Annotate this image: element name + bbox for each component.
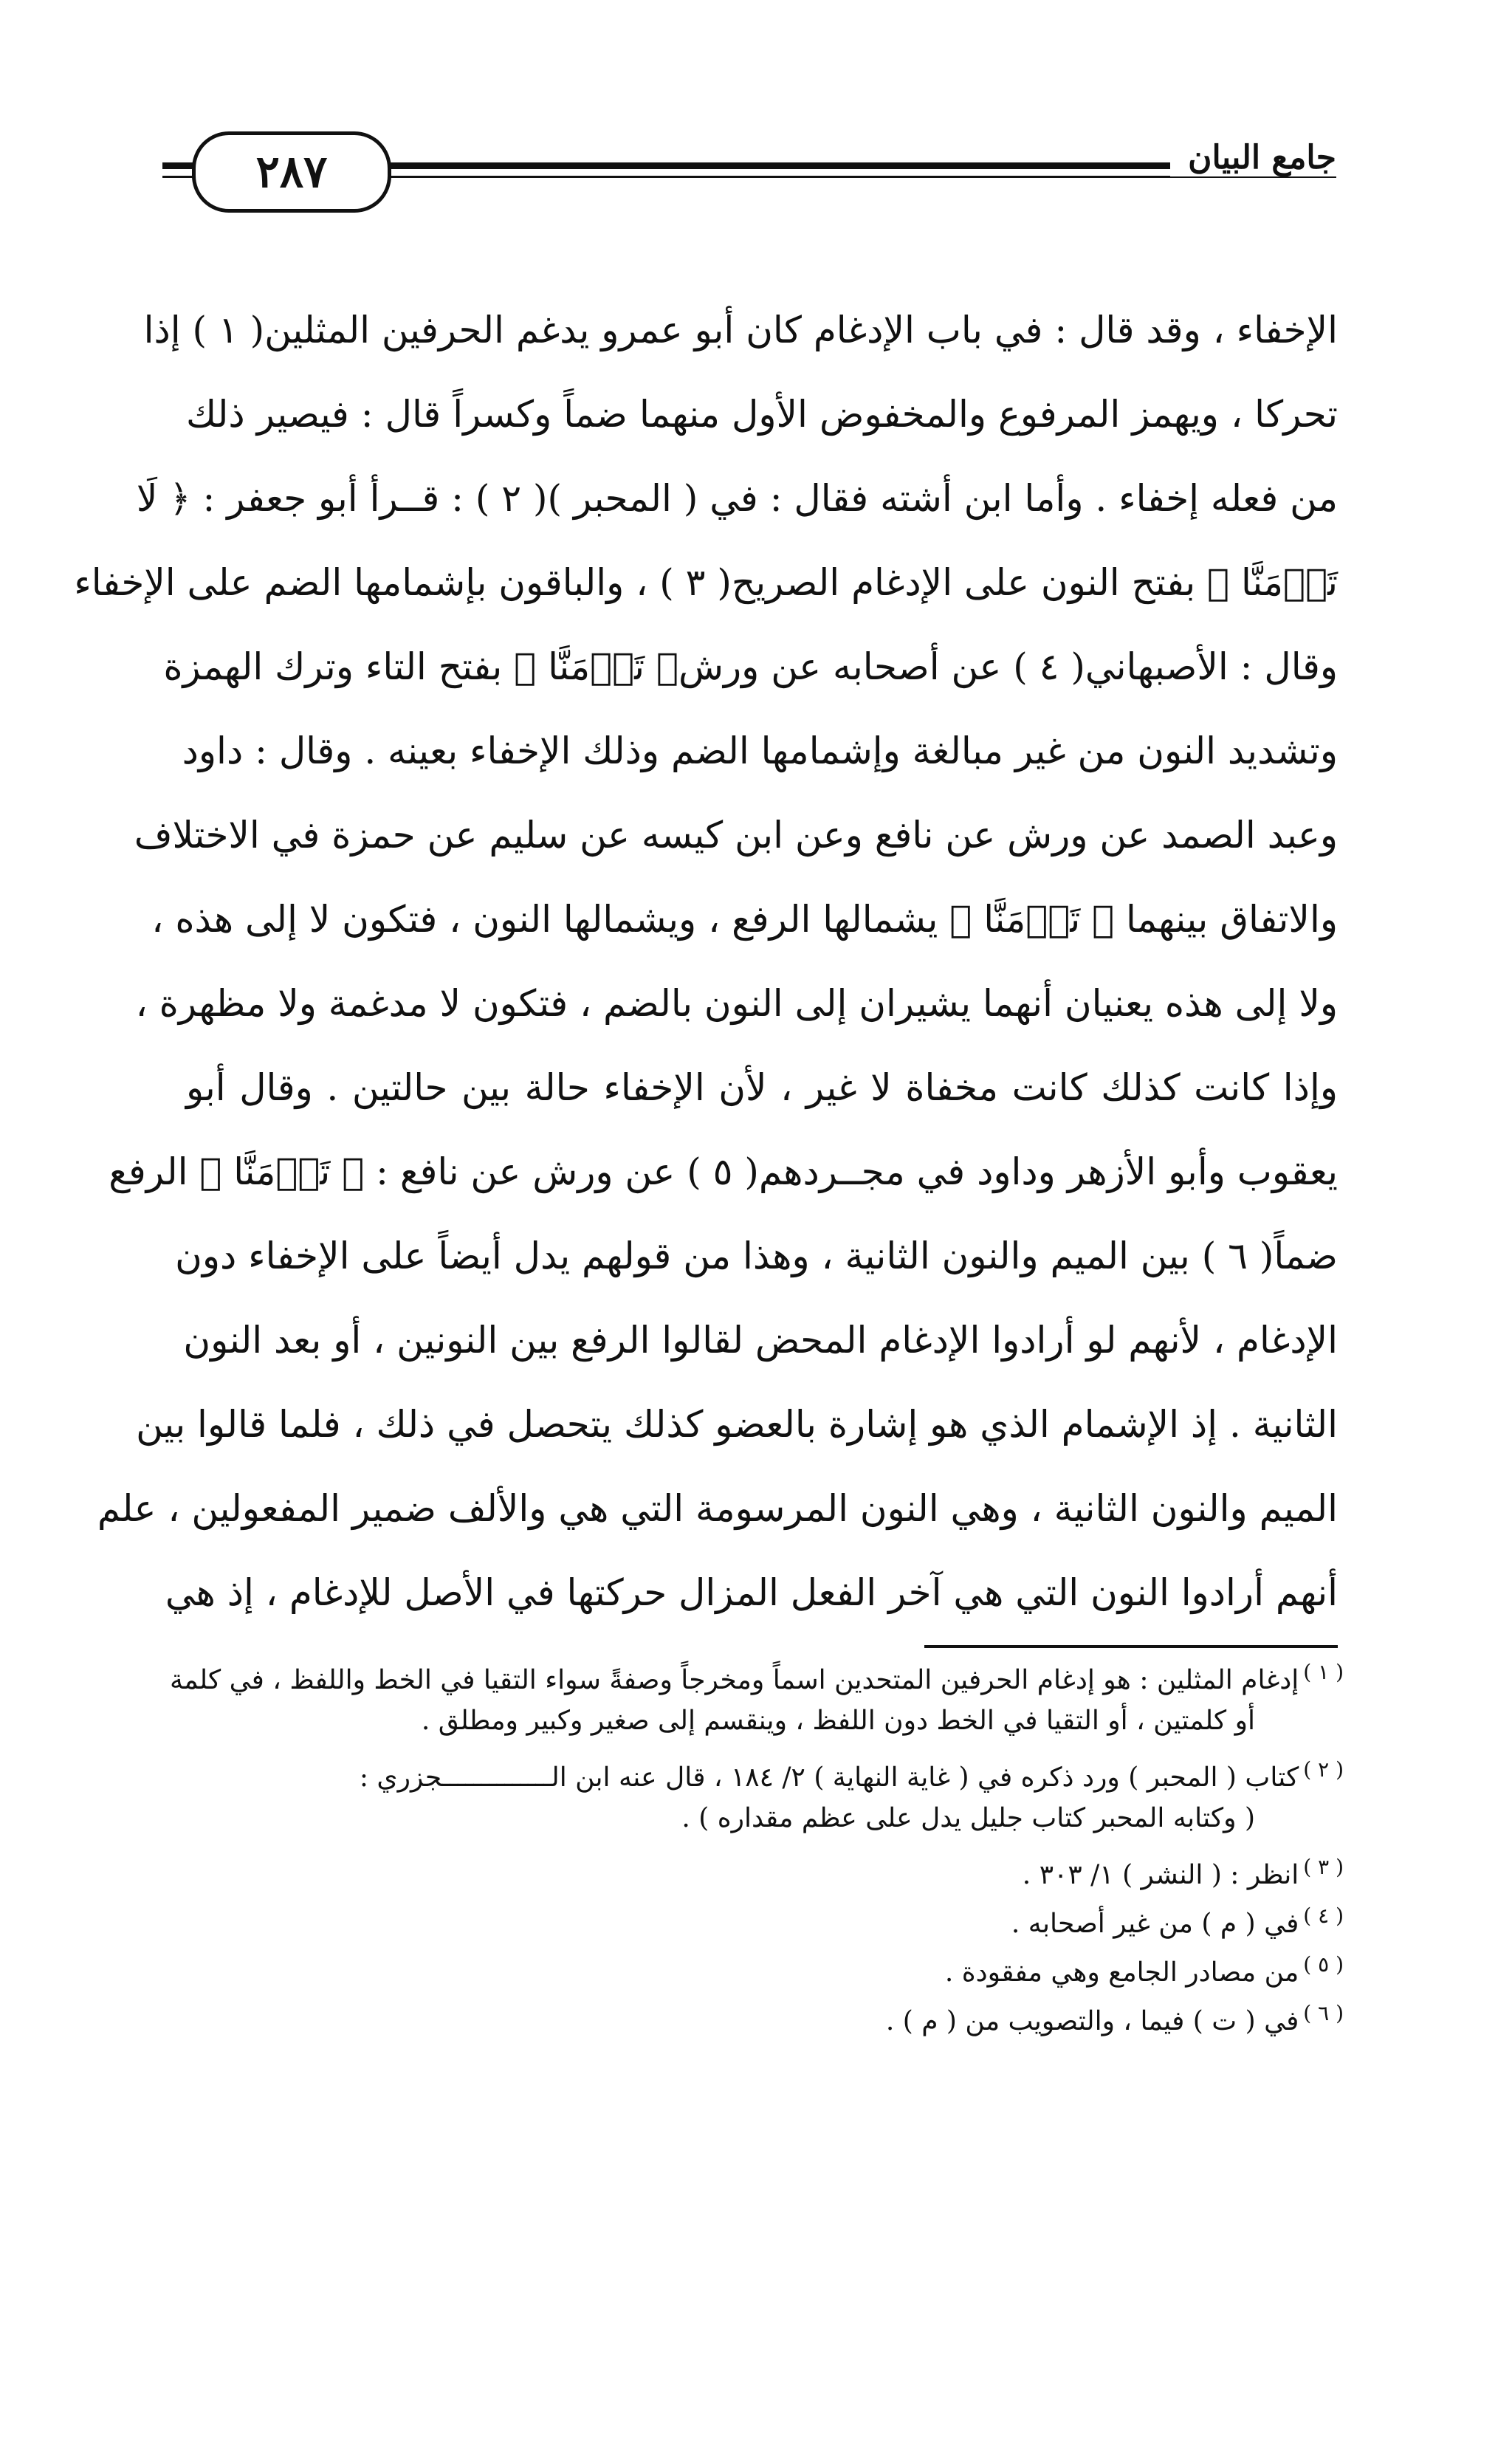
- body-text: [74, 288, 1338, 1635]
- footnote-number: ( ٣ ): [1303, 1855, 1344, 1879]
- page-number: ٢٨٧: [192, 131, 391, 213]
- footnote-number: ( ٥ ): [1303, 1952, 1344, 1977]
- page-header: [162, 131, 1336, 213]
- footnote-text: إدغام المثلين : هو إدغام الحرفين المتحدين اسماً ومخرجاً وصفةً سواء التقيا في الخط واللفظ ، في كلمة: [170, 1665, 1299, 1695]
- footnote-number: ( ٦ ): [1303, 2001, 1344, 2025]
- footnote-text: في ( م ) من غير أصحابه .: [1011, 1909, 1299, 1939]
- footnote-number: ( ٤ ): [1303, 1904, 1344, 1928]
- body-line: الثانية . إذ الإشمام الذي هو إشارة بالعضو كذلك يتحصل في ذلك ، فلما قالوا بين: [136, 1403, 1338, 1446]
- footnote-text: أو كلمتين ، أو التقيا في الخط دون اللفظ ، وينقسم إلى صغير وكبير ومطلق .: [421, 1706, 1255, 1736]
- footnote: [170, 1648, 1344, 1697]
- body-line: والاتفاق بينهما ﴿ تَأۡمَنَّا ﴾ يشمالها الرفع ، ويشمالها النون ، فتكون لا إلى هذه ،: [151, 898, 1338, 941]
- footnote: [177, 1940, 1344, 1989]
- body-line: وإذا كانت كذلك كانت مخفاة لا غير ، لأن الإخفاء حالة بين حالتين . وقال أبو: [186, 1066, 1338, 1109]
- body-line: الميم والنون الثانية ، وهي النون المرسومة التي هي والألف ضمير المفعولين ، علم: [97, 1487, 1338, 1530]
- body-line: ولا إلى هذه يعنيان أنهما يشيران إلى النون بالضم ، فتكون لا مدغمة ولا مظهرة ،: [135, 982, 1338, 1025]
- body-line: وقال : الأصبهاني( ٤ ) عن أصحابه عن ورش﴿ تَأۡمَنَّا ﴾ بفتح التاء وترك الهمزة: [163, 645, 1338, 688]
- body-line: ضماً( ٦ ) بين الميم والنون الثانية ، وهذا من قولهم يدل أيضاً على الإخفاء دون: [175, 1235, 1338, 1277]
- footnote: [177, 1843, 1344, 1892]
- footnote-text: ( وكتابه المحبر كتاب جليل يدل على عظم مقداره ) .: [681, 1803, 1255, 1833]
- body-line: أنهم أرادوا النون التي هي آخر الفعل المزال حركتها في الأصل للإدغام ، إذ هي: [165, 1571, 1338, 1614]
- footnote: [177, 1794, 1344, 1843]
- body-line: وتشديد النون من غير مبالغة وإشمامها الضم وذلك الإخفاء بعينه . وقال : داود: [182, 730, 1338, 772]
- footnote-text: كتاب ( المحبر ) ورد ذكره في ( غاية النهاية ) ٢/ ١٨٤ ، قال عنه ابن الــــــــــــــجزري :: [359, 1762, 1299, 1793]
- footnote-number: ( ١ ): [1303, 1660, 1344, 1684]
- footnote: [177, 1892, 1344, 1940]
- footnote-text: في ( ت ) فيما ، والتصويب من ( م ) .: [885, 2006, 1299, 2036]
- footnote-text: انظر : ( النشر ) ١/ ٣٠٣ .: [1022, 1860, 1299, 1890]
- body-line: تحركا ، ويهمز المرفوع والمخفوض الأول منهما ضماً وكسراً قال : فيصير ذلك: [186, 393, 1338, 436]
- body-line: الإدغام ، لأنهم لو أرادوا الإدغام المحض لقالوا الرفع بين النونين ، أو بعد النون: [183, 1319, 1338, 1362]
- footnote-text: من مصادر الجامع وهي مفقودة .: [944, 1957, 1299, 1988]
- body-line: وعبد الصمد عن ورش عن نافع وعن ابن كيسه عن سليم عن حمزة في الاختلاف: [134, 814, 1338, 857]
- footnote: [177, 1697, 1344, 1746]
- body-line: الإخفاء ، وقد قال : في باب الإدغام كان أبو عمرو يدغم الحرفين المثلين( ١ ) إذا: [143, 309, 1338, 351]
- footnote: [177, 1746, 1344, 1794]
- body-line: يعقوب وأبو الأزهر وداود في مجــردهم( ٥ ) عن ورش عن نافع : ﴿ تَأۡمَنَّا ﴾ الرفع: [109, 1150, 1338, 1193]
- body-line: تَأۡمَنَّا ﴾ بفتح النون على الإدغام الصريح( ٣ ) ، والباقون بإشمامها الضم على الإخفاء: [74, 561, 1338, 604]
- footnote: [177, 1989, 1344, 2038]
- footnote-number: ( ٢ ): [1303, 1757, 1344, 1782]
- running-title: جامع البيان: [1170, 139, 1336, 176]
- footnotes: [170, 1648, 1344, 2038]
- body-line: من فعله إخفاء . وأما ابن أشته فقال : في ( المحبر )( ٢ ) : قــرأ أبو جعفر : ﴿ لَا: [136, 477, 1338, 520]
